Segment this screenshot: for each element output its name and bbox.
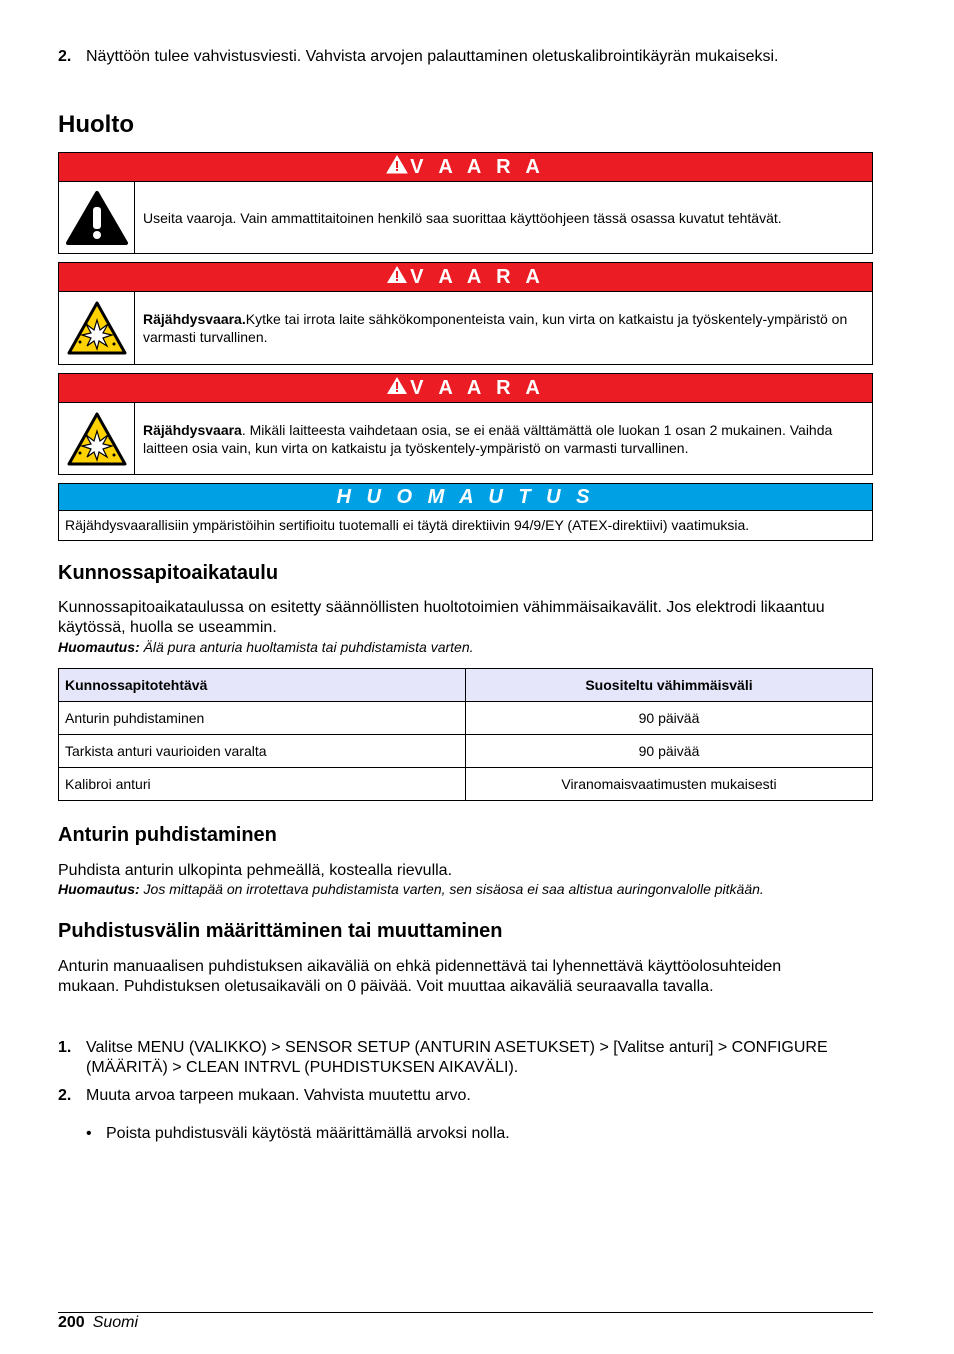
- section-heading-schedule: Kunnossapitoaikataulu: [58, 562, 279, 584]
- table-row: [59, 735, 873, 768]
- warning-triangle-icon: [386, 154, 408, 182]
- table-cell: Tarkista anturi vaurioiden varalta: [59, 735, 466, 768]
- column-header-task: Kunnossapitotehtävä: [59, 669, 466, 702]
- danger-text: Räjähdysvaara.Kytke tai irrota laite sähkökomponenteista vain, kun virta on katkaistu ja työskentely-ympäristö on varmasti turvallinen.: [143, 311, 848, 345]
- maintenance-schedule-table: [58, 668, 873, 801]
- danger-text: Useita vaaroja. Vain ammattitaitoinen henkilö saa suorittaa käyttöohjeen tässä osassa kuvatut tehtävät.: [143, 209, 782, 226]
- section-heading-cleaning: Anturin puhdistaminen: [58, 824, 277, 846]
- table-cell: 90 päivää: [466, 702, 873, 735]
- step-text: Muuta arvoa tarpeen mukaan. Vahvista muutettu arvo.: [86, 1087, 471, 1104]
- footer-divider: [58, 1312, 873, 1313]
- step-item: [58, 47, 873, 67]
- table-cell: Anturin puhdistaminen: [59, 702, 466, 735]
- explosion-hazard-icon: [59, 403, 135, 474]
- table-row: [59, 768, 873, 801]
- bullet-text: Poista puhdistusväli käytöstä määrittämällä arvoksi nolla.: [106, 1125, 510, 1142]
- warning-triangle-icon: [386, 375, 408, 403]
- explosion-hazard-icon: [59, 292, 135, 364]
- footer-language: Suomi: [92, 1314, 139, 1331]
- danger-box-explosion-parts: [58, 373, 873, 475]
- table-cell: 90 päivää: [466, 735, 873, 768]
- interval-paragraph: Anturin manuaalisen puhdistuksen aikaväliä on ehkä pidennettävä tai lyhennettävä käyttöolosuhteiden mukaan. Puhdistuksen oletusaikaväli on 0 päivää. Voit muuttaa aikaväliä seuraavalla tavalla.: [58, 958, 782, 995]
- bullet-dot-icon: •: [86, 1125, 92, 1142]
- exclamation-hazard-icon: [59, 182, 135, 253]
- cleaning-paragraph: Puhdista anturin ulkopinta pehmeällä, kostealla rievulla.: [58, 862, 453, 879]
- danger-header: [59, 263, 872, 292]
- notice-box: [58, 483, 873, 541]
- step-number: 2.: [58, 48, 72, 65]
- step-text: Valitse MENU (VALIKKO) > SENSOR SETUP (ANTURIN ASETUKSET) > [Valitse anturi] > CONFIGURE (MÄÄRITÄ) > CLEAN INTRVL (PUHDISTUKSEN AIKAVÄLI).: [86, 1039, 828, 1076]
- danger-box-general: [58, 152, 873, 254]
- danger-label: V A A R A: [410, 156, 545, 178]
- step-item: [58, 1038, 838, 1078]
- page-footer: [58, 1313, 138, 1333]
- section-heading-interval: Puhdistusvälin määrittäminen tai muuttaminen: [58, 920, 503, 942]
- danger-header: [59, 374, 872, 403]
- page-number: 200: [58, 1314, 85, 1331]
- danger-box-explosion: [58, 262, 873, 365]
- column-header-interval: Suositeltu vähimmäisväli: [466, 669, 873, 702]
- table-cell: Kalibroi anturi: [59, 768, 466, 801]
- step-number: 2.: [58, 1087, 72, 1104]
- section-heading-huolto: Huolto: [58, 111, 134, 138]
- notice-text: Räjähdysvaarallisiin ympäristöihin sertifioitu tuotemalli ei täytä direktiivin 94/9/EY (ATEX-direktiivi) vaatimuksia.: [65, 517, 750, 533]
- schedule-note: Huomautus: Älä pura anturia huoltamista tai puhdistamista varten.: [58, 639, 474, 655]
- table-cell: Viranomaisvaatimusten mukaisesti: [466, 768, 873, 801]
- bullet-item: [86, 1124, 866, 1144]
- table-header-row: [59, 669, 873, 702]
- table-row: [59, 702, 873, 735]
- step-item: [58, 1086, 873, 1106]
- schedule-paragraph: Kunnossapitoaikataulussa on esitetty säännöllisten huoltotoimien vähimmäisaikavälit. Jos elektrodi likaantuu käytössä, huolla se useammin.: [58, 599, 825, 636]
- step-text: Näyttöön tulee vahvistusviesti. Vahvista arvojen palauttaminen oletuskalibrointikäyrän mukaiseksi.: [86, 48, 779, 65]
- step-number: 1.: [58, 1039, 72, 1056]
- danger-text: Räjähdysvaara. Mikäli laitteesta vaihdetaan osia, se ei enää välttämättä ole luokan 1 osan 2 mukainen. Vaihda laitteen osia vain, kun virta on katkaistu ja työskentely-ympäristö on varmasti turvallinen.: [143, 421, 833, 456]
- notice-header: H U O M A U T U S: [59, 484, 872, 511]
- danger-header: [59, 153, 872, 182]
- warning-triangle-icon: [386, 264, 408, 292]
- danger-label: V A A R A: [410, 266, 545, 288]
- danger-label: V A A R A: [410, 377, 545, 399]
- cleaning-note: Huomautus: Jos mittapää on irrotettava puhdistamista varten, sen sisäosa ei saa altistua auringonvalolle pitkään.: [58, 881, 764, 897]
